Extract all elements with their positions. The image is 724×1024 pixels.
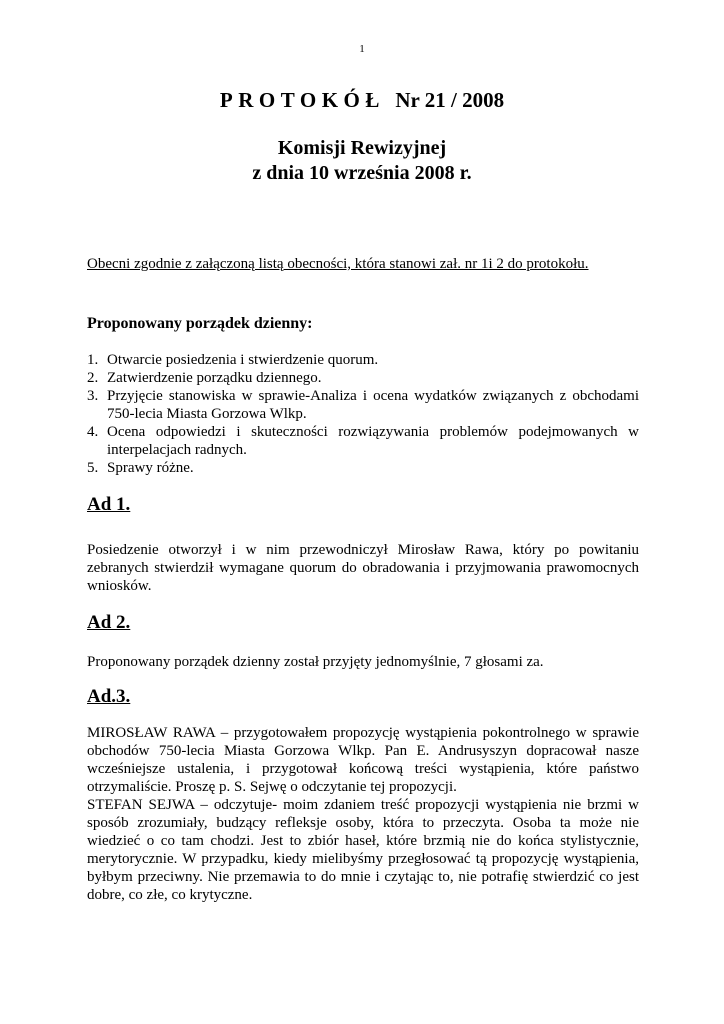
agenda-item: 1. Otwarcie posiedzenia i stwierdzenie quorum. [87, 352, 379, 368]
ad2-heading: Ad 2. [87, 612, 131, 633]
agenda-item: 2. Zatwierdzenie porządku dziennego. [87, 370, 322, 386]
ad3-paragraph-rawa: MIROSŁAW RAWA – przygotowałem propozycję wystąpienia pokontrolnego w sprawie obchodów 750-lecia Miasta Gorzowa Wlkp. Pan E. Andrusyszyn dopracował nasze wcześniejsze ustalenia, i przygotował końcową treści wystąpienia, które państwo otrzymaliście. Proszę p. S. Sejwę o odczytanie tej propozycji. [87, 725, 639, 795]
ad1-text: Posiedzenie otworzył i w nim przewodniczył Mirosław Rawa, który po powitaniu zebranych stwierdził wymagane quorum do obradowania i przyjmowania prawomocnych wniosków. [87, 542, 639, 594]
agenda-heading: Proponowany porządek dzienny: [87, 315, 313, 332]
ad3-paragraph-sejwa: STEFAN SEJWA – odczytuje- moim zdaniem treść propozycji wystąpienia nie brzmi w sposób zrozumiały, budzący refleksje osoby, która to przeczyta. Osoba ta może nie wiedzieć o co tam chodzi. Jest to zbiór haseł, które brzmią nie do końca stylistycznie, merytorycznie. W przypadku, kiedy mielibyśmy przegłosować tą propozycję wystąpienia, byłbym przeciwny. Nie przemawia to do mnie i czytając to, nie potrafię stwierdzić co jest dobre, co złe, co krytyczne. [87, 797, 639, 903]
title-word: PROTOKÓŁ [219, 88, 385, 112]
ad3-body [87, 724, 639, 904]
agenda-list [87, 351, 639, 477]
meeting-date: z dnia 10 września 2008 r. [252, 162, 472, 184]
attendance-note: Obecni zgodnie z załączoną listą obecności, która stanowi zał. nr 1i 2 do protokołu. [87, 256, 589, 272]
ad2-text: Proponowany porządek dzienny został przyjęty jednomyślnie, 7 głosami za. [87, 654, 544, 670]
committee-name: Komisji Rewizyjnej [277, 137, 447, 159]
page-number: 1 [359, 43, 365, 55]
agenda-item: 5. Sprawy różne. [87, 460, 194, 476]
ad1-heading: Ad 1. [87, 494, 131, 515]
document-title [0, 88, 724, 113]
ad3-heading: Ad.3. [87, 686, 131, 707]
agenda-item: 4. Ocena odpowiedzi i skuteczności rozwiązywania problemów podejmowanych w interpelacjach radnych. [87, 424, 639, 458]
agenda-item: 3. Przyjęcie stanowiska w sprawie-Analiza i ocena wydatków związanych z obchodami 750-lecia Miasta Gorzowa Wlkp. [87, 388, 639, 422]
protocol-number: Nr 21 / 2008 [395, 88, 505, 112]
